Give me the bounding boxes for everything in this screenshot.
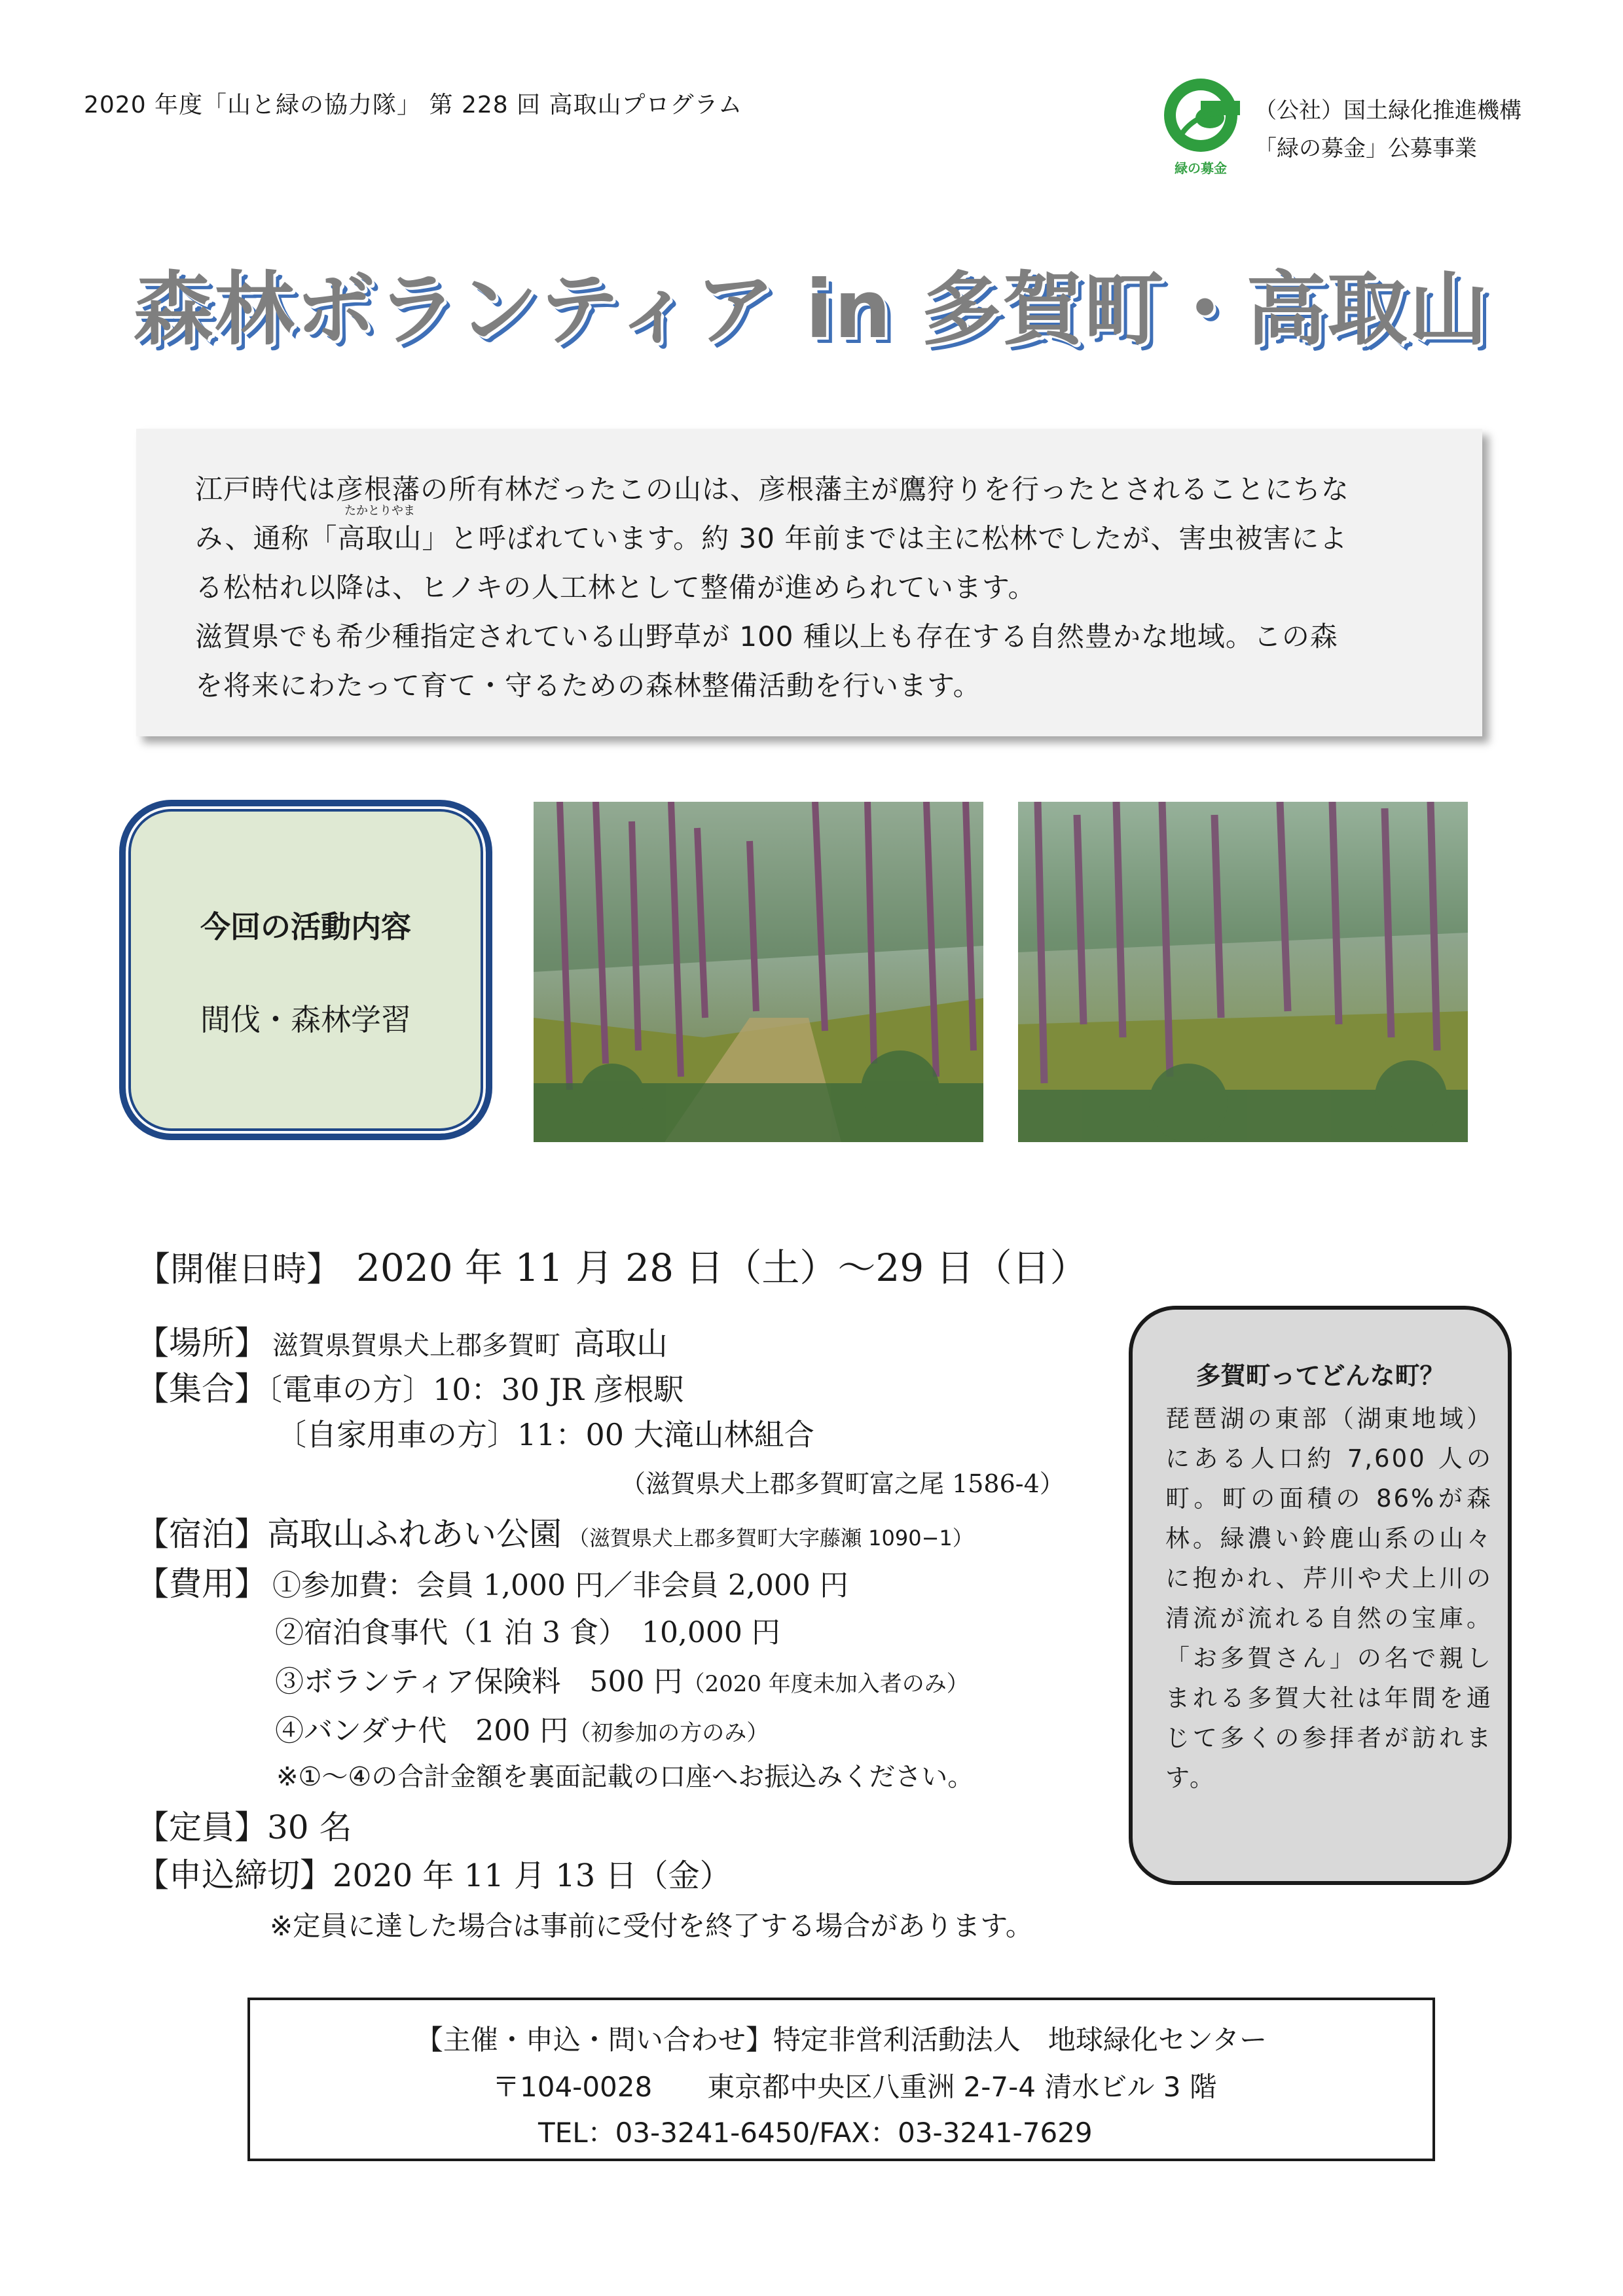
activity-box [119, 800, 492, 1140]
meeting-train-value: 〔電車の方〕10：30 JR 彦根駅 [267, 1372, 684, 1407]
meeting-key: 【集合】 [136, 1370, 267, 1408]
organization-line-1: （公社）国土緑化推進機構 [1254, 98, 1522, 124]
meeting-car-value: 〔自家用車の方〕11：00 大滝山林組合 [276, 1417, 814, 1452]
contact-phone: TEL：03-3241-6450/FAX：03-3241-7629 [538, 2117, 1093, 2149]
ruby-takatoriyama [337, 504, 422, 556]
lodging-key: 【宿泊】 [136, 1515, 267, 1553]
event-place [136, 1317, 668, 1364]
logo-caption: 緑の募金 [1175, 160, 1227, 176]
contact-address: 〒104-0028 東京都中央区八重洲 2-7-4 清水ビル 3 階 [492, 2071, 1217, 2103]
deadline-key: 【申込締切】 [136, 1856, 333, 1894]
lodging-name: 高取山ふれあい公園 [267, 1515, 562, 1553]
forest-photo-1 [534, 802, 983, 1142]
contact-box [247, 1998, 1435, 2161]
town-info-box [1129, 1306, 1512, 1885]
deadline-value: 2020 年 11 月 13 日（金） [333, 1857, 731, 1894]
fee-3-value: ③ボランティア保険料 500 円 [275, 1665, 683, 1698]
lodging [136, 1508, 974, 1555]
capacity [136, 1801, 352, 1848]
page-title: 森林ボランティア in 多賀町・高取山 [133, 263, 1490, 356]
ruby-base: 高取山 [337, 522, 422, 554]
fee-note: ※①～④の合計金額を裏面記載の口座へお振込みください。 [276, 1762, 974, 1792]
lodging-address: （滋賀県犬上郡多賀町大字藤瀬 1090−1） [568, 1526, 974, 1551]
fee-4 [275, 1707, 769, 1749]
event-place-key: 【場所】 [136, 1324, 267, 1362]
intro-line-2-pre: み、通称「 [195, 522, 338, 554]
green-fund-logo [1155, 75, 1247, 181]
fee-4-value: ④バンダナ代 200 円 [275, 1714, 569, 1748]
intro-box [136, 429, 1482, 736]
fee-3 [275, 1658, 969, 1700]
intro-line-1: 江戸時代は彦根藩の所有林だったこの山は、彦根藩主が鷹狩りを行ったとされることにちな [195, 473, 1350, 505]
town-info-body: 琵琶湖の東部（湖東地域）にある人口約 7,600 人の町。町の面積の 86%が森林。緑濃い鈴鹿山系の山々に抱かれ、芹川や犬上川の清流が流れる自然の宝庫。「お多賀さん」の名で親しまれる多賀大社は年間を通じて多くの参拝者が訪れます。 [1165, 1405, 1493, 1792]
fee-4-note: （初参加の方のみ） [568, 1720, 769, 1746]
organization-line-2: 「緑の募金」公募事業 [1254, 135, 1477, 162]
meeting-train [136, 1363, 684, 1410]
meeting-car-address [621, 1463, 1065, 1500]
town-info-title: 多賀町ってどんな町？ [1195, 1361, 1445, 1390]
meeting-car [276, 1411, 814, 1454]
series-label: 2020 年度「山と緑の協力隊」 第 228 回 高取山プログラム [84, 92, 743, 118]
intro-line-2-post: 」と呼ばれています。約 30 年前までは主に松林でしたが、害虫被害によ [422, 522, 1348, 554]
intro-line-4: 滋賀県でも希少種指定されている山野草が 100 種以上も存在する自然豊かな地域。この森 [195, 620, 1338, 653]
fee-1 [136, 1558, 848, 1605]
event-place-name: 高取山 [574, 1325, 668, 1362]
intro-line-5: を将来にわたって育て・守るための森林整備活動を行います。 [195, 670, 981, 702]
ruby-reading: たかとりやま [344, 504, 416, 518]
fee-1-value: ①参加費：会員 1,000 円／非会員 2,000 円 [272, 1569, 848, 1602]
intro-line-3: る松枯れ以降は、ヒノキの人工林として整備が進められています。 [195, 571, 1036, 603]
deadline [136, 1849, 731, 1896]
intro-line-2 [195, 504, 1439, 556]
capacity-value: 30 名 [267, 1808, 352, 1846]
activity-value: 間伐・森林学習 [200, 1002, 411, 1037]
contact-organizer: 【主催・申込・問い合わせ】特定非営利活動法人 地球緑化センター [415, 2024, 1267, 2056]
fee-key: 【費用】 [136, 1565, 267, 1603]
event-date-key: 【開催日時】 [136, 1250, 341, 1289]
event-date-value: 2020 年 11 月 28 日（土）～29 日（日） [356, 1246, 1088, 1290]
event-place-pref: 滋賀県賀県犬上郡多賀町 [272, 1331, 560, 1361]
event-date [136, 1237, 1088, 1292]
meeting-car-address-value: （滋賀県犬上郡多賀町富之尾 1586-4） [621, 1469, 1065, 1498]
forest-photo-2 [1018, 802, 1468, 1142]
deadline-note: ※定員に達した場合は事前に受付を終了する場合があります。 [270, 1910, 1033, 1942]
capacity-key: 【定員】 [136, 1808, 267, 1846]
activity-title: 今回の活動内容 [200, 909, 411, 944]
fee-3-note: （2020 年度未加入者のみ） [682, 1671, 969, 1697]
organization-name [1254, 92, 1522, 168]
fee-2: ②宿泊食事代（1 泊 3 食） 10,000 円 [275, 1616, 780, 1649]
